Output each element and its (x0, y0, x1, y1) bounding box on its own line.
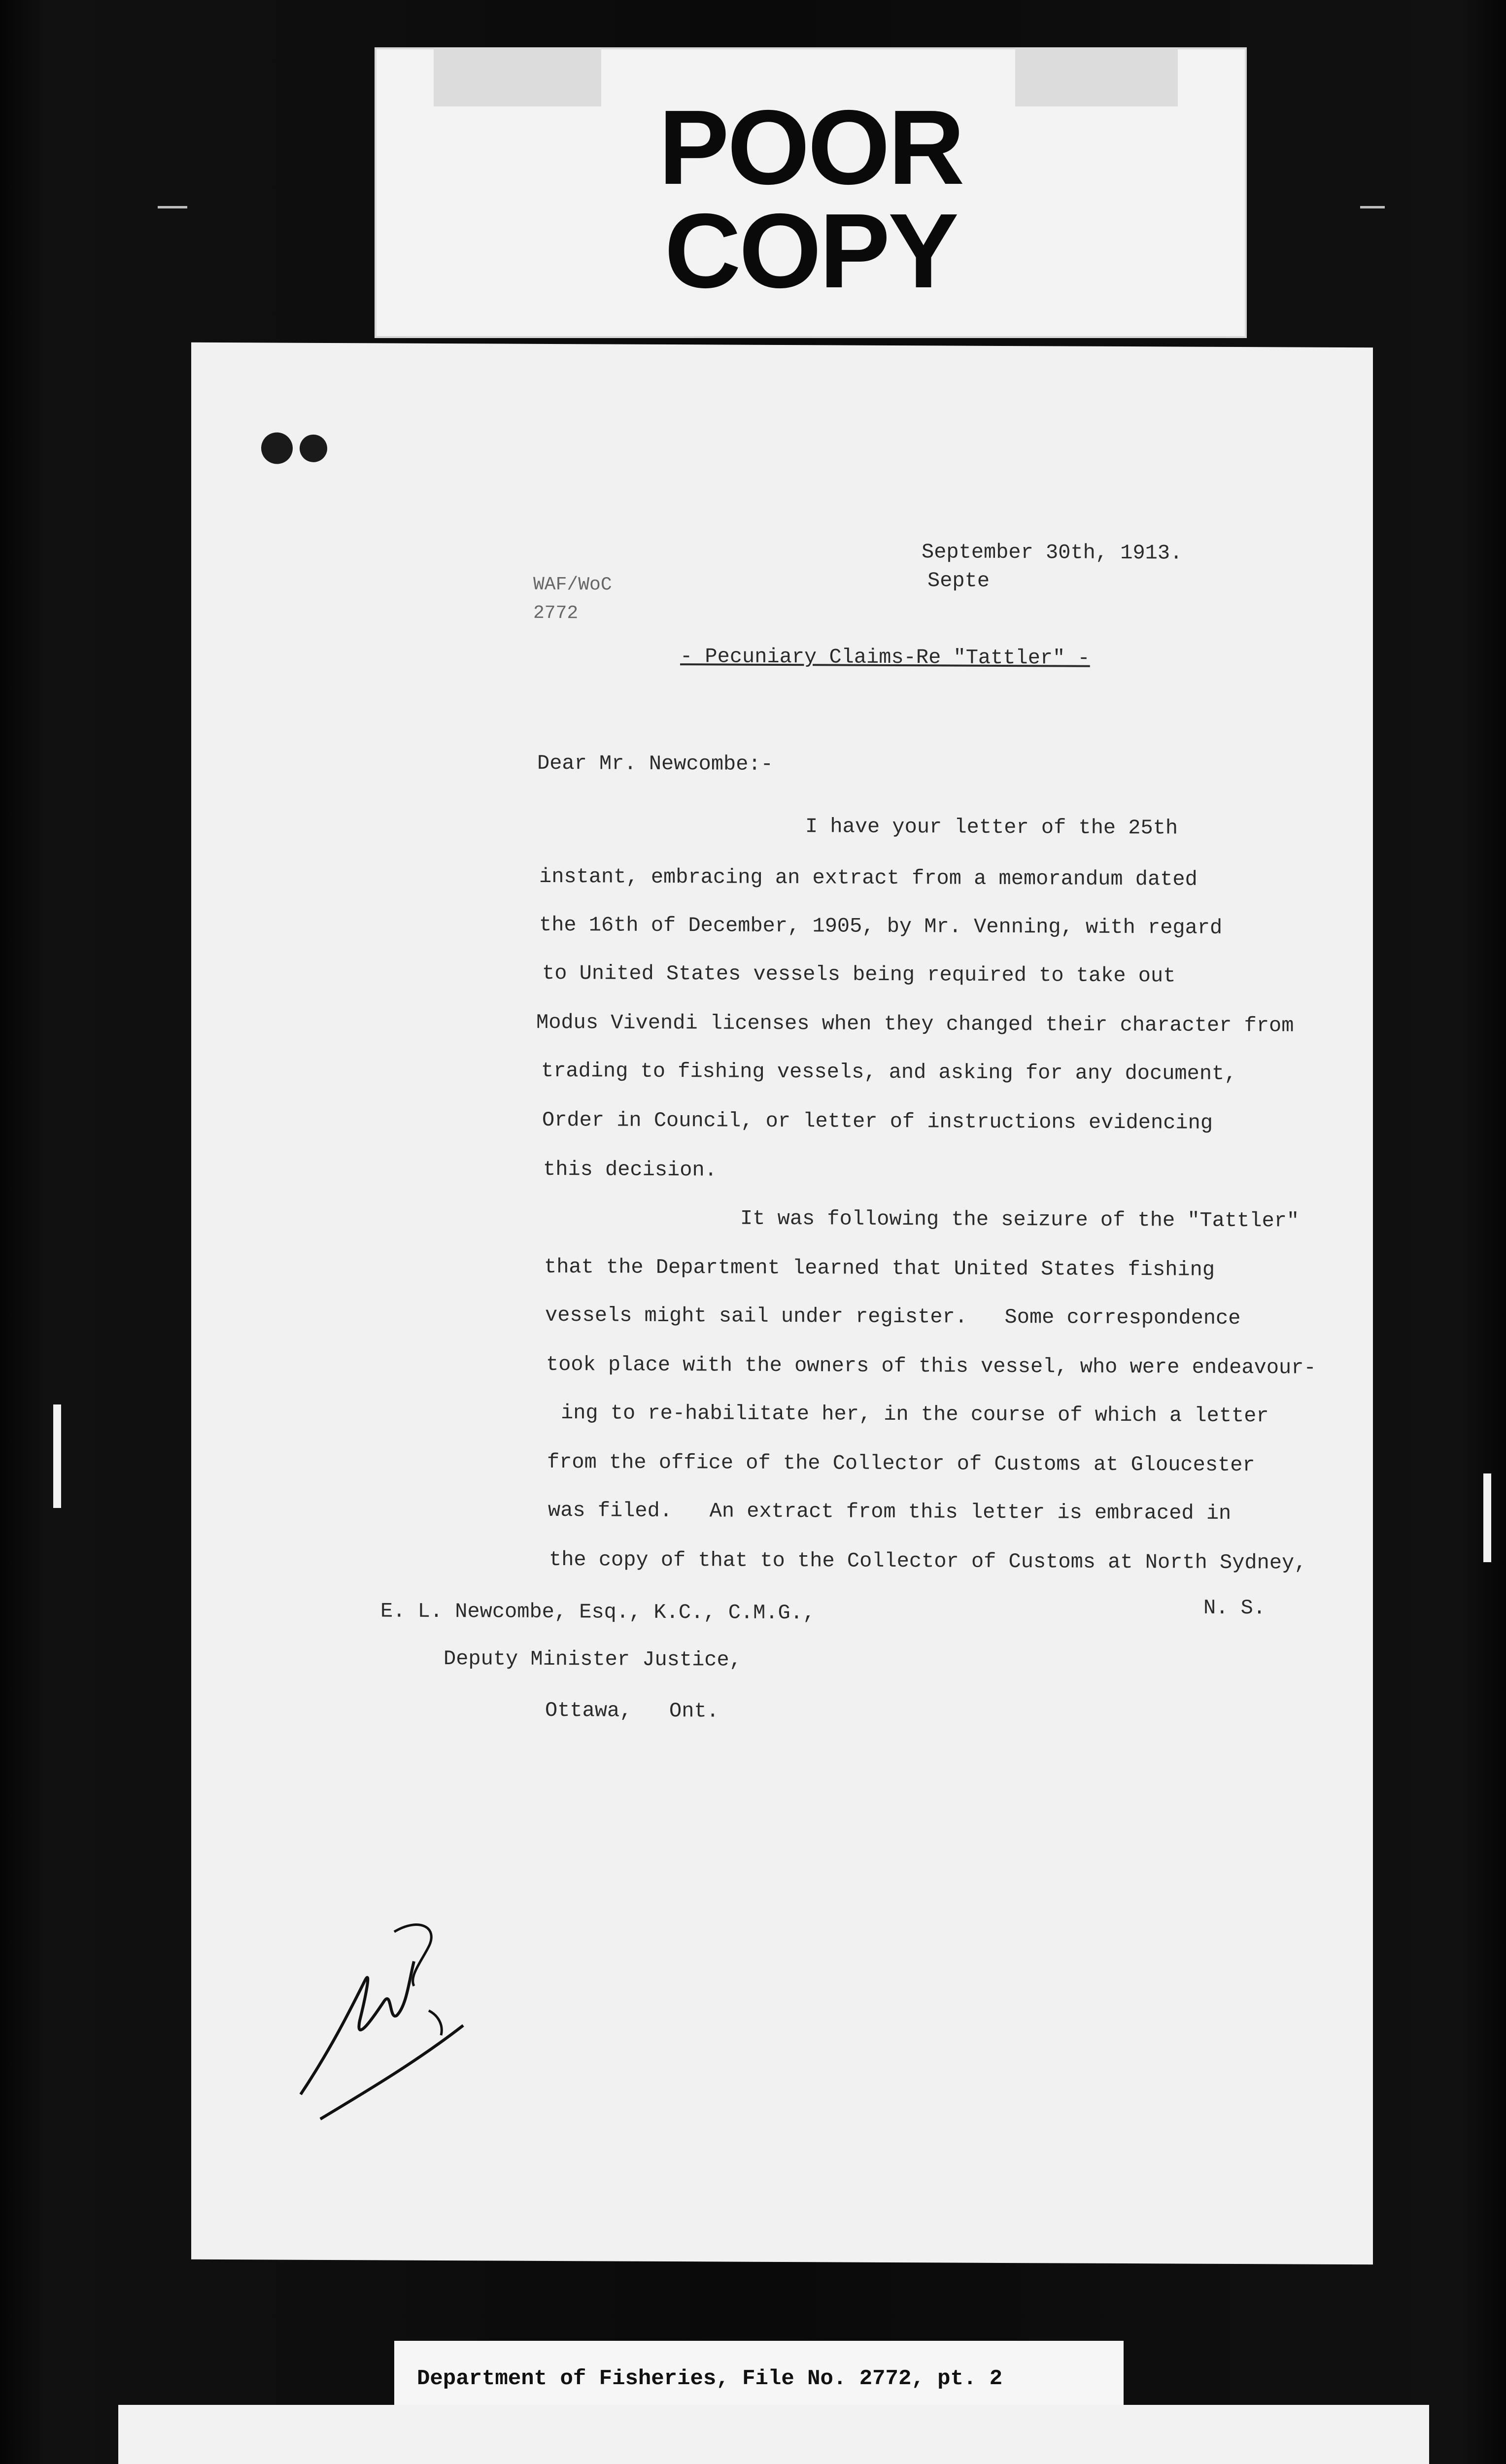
body-line-8: this decision. (543, 1157, 717, 1182)
poor-copy-line-2: COPY (664, 191, 957, 310)
reference-initials: WAF/WoC (533, 574, 612, 596)
right-edge-mark (1483, 1473, 1491, 1562)
body-line-2: instant, embracing an extract from a memorandum dated (539, 864, 1198, 891)
body-line-15: was filed. An extract from this letter is embraced in (548, 1498, 1232, 1525)
body-line-9: It was following the seizure of the "Tattler" (740, 1206, 1300, 1233)
addressee-title: Deputy Minister Justice, (444, 1647, 742, 1672)
body-line-13: ing to re-habilitate her, in the course of which a letter (561, 1401, 1269, 1428)
body-line-4: to United States vessels being required to take out (542, 961, 1176, 988)
corner-mark-top-left (158, 206, 187, 208)
addressee-city: Ottawa, Ont. (545, 1698, 719, 1723)
body-line-16: the copy of that to the Collector of Customs at North Sydney, (549, 1547, 1307, 1575)
body-line-6: trading to fishing vessels, and asking for any document, (541, 1059, 1237, 1086)
body-line-7: Order in Council, or letter of instructions evidencing (542, 1108, 1213, 1135)
handwritten-signature (291, 1902, 488, 2139)
date-stamp: Septe (927, 569, 990, 593)
file-reference-text: Department of Fisheries, File No. 2772, pt. 2 (417, 2366, 1003, 2391)
corner-mark-top-right (1360, 206, 1385, 208)
salutation: Dear Mr. Newcombe:- (537, 751, 773, 776)
body-line-14: from the office of the Collector of Customs at Gloucester (547, 1450, 1255, 1477)
poor-copy-line-1: POOR (658, 88, 963, 206)
body-line-10: that the Department learned that United States fishing (544, 1255, 1215, 1282)
reference-file-number: 2772 (533, 602, 579, 624)
addressee-name: E. L. Newcombe, Esq., K.C., C.M.G., (380, 1599, 816, 1625)
left-edge-mark (53, 1404, 61, 1508)
file-reference-slip (394, 2341, 1124, 2412)
body-line-12: took place with the owners of this vessel, who were endeavour- (546, 1352, 1316, 1380)
poor-copy-label (375, 47, 1247, 338)
body-line-1: I have your letter of the 25th (805, 815, 1178, 840)
body-line-11: vessels might sail under register. Some correspondence (545, 1303, 1241, 1331)
letter-subject: - Pecuniary Claims-Re "Tattler" - (680, 645, 1090, 670)
addressee-suffix: N. S. (1203, 1596, 1266, 1620)
punch-hole-right (300, 435, 327, 462)
letter-date: September 30th, 1913. (922, 540, 1183, 565)
archives-card (118, 2405, 1429, 2464)
body-line-3: the 16th of December, 1905, by Mr. Venning, with regard (539, 913, 1223, 940)
body-line-5: Modus Vivendi licenses when they changed their character from (536, 1010, 1294, 1038)
punch-hole-left (261, 432, 293, 464)
